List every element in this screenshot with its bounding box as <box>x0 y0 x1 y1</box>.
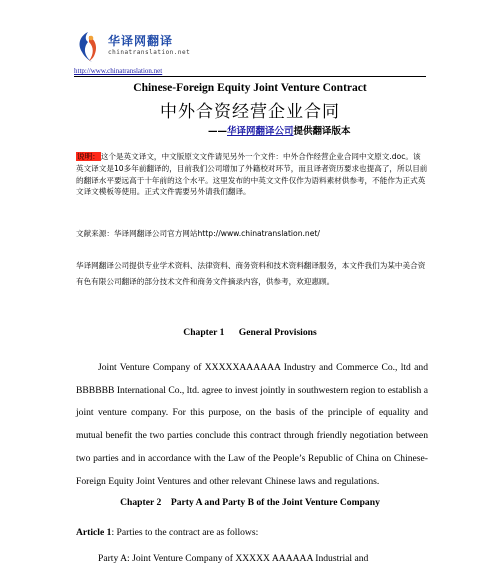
chapter-1-paragraph: Joint Venture Company of XXXXXAAAAAA Industry and Commerce Co., ltd and BBBBBB International Co., ltd. agree to invest jointly in southwestern region to establish a joint venture company. For this purpose, on the basis of the principle of equality and mutual benefit the two parties conclude this contract through friendly negotiation between two parties and in accordance with the Law of the People’s Republic of China on Chinese-Foreign Equity Joint Ventures and other relevant Chinese laws and regulations. <box>76 362 428 487</box>
chapter-2-heading: Chapter 2 Party A and Party B of the Joint Venture Company <box>120 497 380 508</box>
translation-note <box>76 151 428 198</box>
note-label: 说明： <box>77 152 100 161</box>
company-logo-icon <box>74 30 102 64</box>
note-text: 这个是英文译文，中文版原文文件请见另外一个文件：中外合作经营企业合同中文原文.doc。该英文译文是10多年前翻译的，目前我们公司增加了外籍校对环节，而且译者资历要求也提高了，所以目前的翻译水平要远高于十年前的这个水平。这里发布的中英文文件仅作为语料素材供参考，不能作为正式英文译文模板等使用。正式文件需要另外请我们翻译。 <box>76 152 428 197</box>
subtitle-suffix: 提供翻译版本 <box>293 126 351 137</box>
subtitle-dash: —— <box>208 126 227 137</box>
party-a-line: Party A: Joint Venture Company of XXXXX AAAAAA Industrial and <box>98 553 369 564</box>
article-1 <box>76 527 258 538</box>
service-intro: 华译网翻译公司提供专业学术资料、法律资料、商务资料和技术资料翻译服务，本文件我们为某中美合资有色有限公司翻译的部分技术文件和商务文件摘录内容，供参考，欢迎惠顾。 <box>76 261 426 286</box>
chapter-1-heading: Chapter 1 General Provisions <box>183 327 317 338</box>
article-1-label: Article 1 <box>76 527 112 538</box>
article-1-text: : Parties to the contract are as follows: <box>111 527 259 538</box>
brand-name-en: chinatranslation.net <box>108 49 191 56</box>
company-link[interactable]: 华译网翻译公司 <box>227 126 294 137</box>
header-url-link[interactable]: http://www.chinatranslation.net <box>74 67 163 75</box>
document-title-en: Chinese-Foreign Equity Joint Venture Contract <box>133 82 367 94</box>
header-divider <box>74 76 426 77</box>
brand-name-cn: 华译网翻译 <box>108 34 174 48</box>
source-line: 文献来源：华译网翻译公司官方网站http://www.chinatranslation.net/ <box>76 229 320 238</box>
document-subtitle <box>208 123 351 137</box>
document-title-cn: 中外合资经营企业合同 <box>160 102 340 122</box>
